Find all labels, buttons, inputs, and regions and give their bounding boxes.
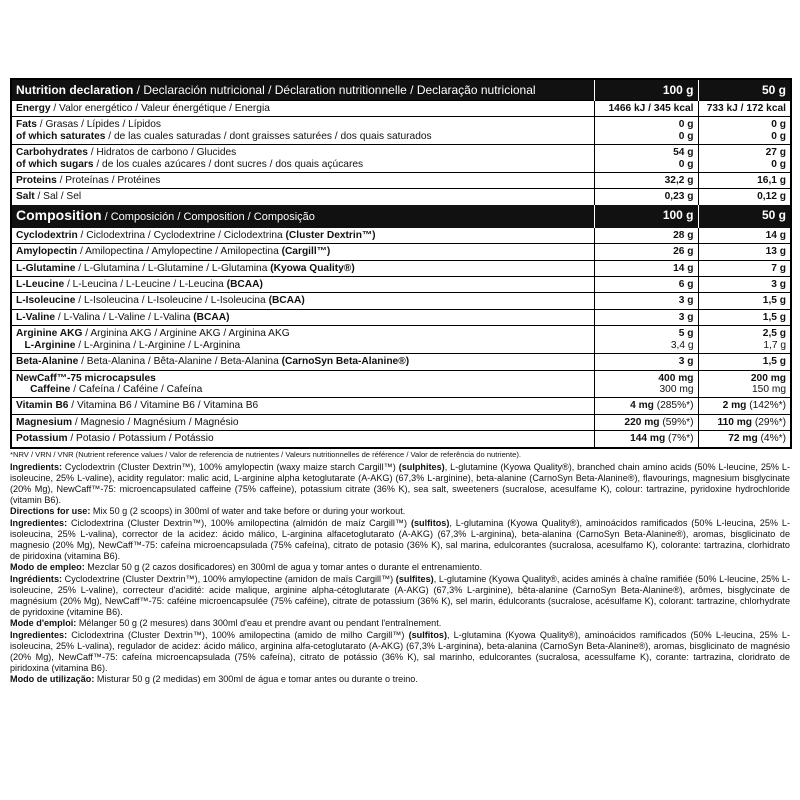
ingredients-pt-part1: Ciclodextrina (Cluster Dextrin™), 100% amilopectina (amido de milho Cargill™) — [67, 629, 409, 640]
nrv-reference-note: *NRV / VRN / VNR (Nutrient reference values / Valor de referencia de nutrientes / Valeurs nutritionnelles de référence / Valor de referência do nutriente). — [10, 449, 522, 459]
beta-brand: (CarnoSyn Beta-Alanine®) — [281, 356, 410, 368]
nutrition-label — [10, 78, 790, 686]
valine-translations: / L-Valina / L-Valine / L-Valina — [55, 311, 194, 323]
ingredients-en — [10, 462, 790, 507]
isoleucine-translations: / L-Isoleucina / L-Isoleucine / L-Isoleucina — [75, 295, 269, 307]
nutrition-title: Nutrition declaration — [16, 83, 134, 97]
magnesium-50g-nrv: (29%*) — [752, 416, 786, 428]
beta-translations: / Beta-Alanina / Bêta-Alanine / Beta-Alanina — [78, 356, 282, 368]
ingredients-pt-allergen: (sulfitos) — [408, 629, 447, 640]
composition-header-label — [11, 205, 594, 228]
ingredients-fr — [10, 574, 790, 619]
magnesium-translations: / Magnesio / Magnésium / Magnésio — [72, 416, 239, 428]
caffeine-50g: 150 mg — [752, 383, 786, 395]
row-vitamin-b6 — [11, 398, 791, 414]
ingredients-en-part1: Cyclodextrin (Cluster Dextrin™), 100% amylopectin (waxy maize starch Cargill™) — [62, 461, 399, 472]
b6-50g: 2 mg — [722, 400, 747, 412]
row-salt — [11, 189, 791, 205]
salt-translations: / Sal / Sel — [34, 191, 82, 203]
row-amylopectin — [11, 244, 791, 260]
ingredients-pt-label: Ingredientes: — [10, 629, 68, 640]
caffeine-name: Caffeine — [30, 383, 71, 395]
magnesium-100g-nrv: (59%*) — [659, 416, 694, 428]
directions-es-text: Mezclar 50 g (2 cazos dosificadores) en 300ml de agua y tomar antes o durante el entrenamiento. — [84, 562, 483, 573]
ingredients-es-allergen: (sulfitos) — [410, 517, 450, 528]
nutrition-col-50g: 50 g — [698, 79, 791, 101]
saturates-100g: 0 g — [678, 130, 694, 142]
glutamine-brand: (Kyowa Quality®) — [270, 262, 355, 274]
valine-brand: (BCAA) — [193, 311, 230, 323]
nutrition-table — [10, 78, 792, 449]
ingredients-section — [10, 462, 790, 686]
ingredients-es-part2: , L-glutamina (Kyowa Quality®), aminoácidos ramificados (50% L-leucina, 25% L-isoleucina, 25% L-valina), corrector de la acidez: ácido málico, L-arginina alfacetoglutarato (A-AKG) (67,3% L-arginina), beta-alanina (CarnoSyn Beta-Alanine®), aromas, bisglicinato de magnesio (20% Mg), NewCaff™-75: cafeína microencapsulada (75% cafeína), citrato de potasio (36% K), sal marina, edulcorantes (sucralosa, acesulfamo K), colorante: tartrazina, clorhidrato de piridoxina (vitamina B6). — [10, 517, 790, 562]
nutrition-col-100g: 100 g — [594, 79, 698, 101]
sugars-50g: 0 g — [771, 158, 786, 170]
isoleucine-100g: 3 g — [678, 295, 694, 307]
row-energy — [11, 101, 791, 117]
b6-100g: 4 mg — [630, 400, 654, 412]
akg-name: Arginine AKG — [16, 328, 83, 340]
composition-col-50g: 50 g — [698, 205, 791, 228]
valine-100g: 3 g — [678, 311, 694, 323]
energy-100g: 1466 kJ / 345 kcal — [608, 103, 694, 114]
nutrition-header-label — [11, 79, 594, 101]
ingredients-es-part1: Ciclodextrina (Cluster Dextrin™), 100% amilopectina (almidón de maíz Cargill™) — [67, 517, 411, 528]
arginine-name: L-Arginine — [24, 339, 76, 351]
directions-es — [10, 562, 790, 573]
newcaff-100g: 400 mg — [658, 372, 694, 384]
saturates-50g: 0 g — [771, 130, 786, 142]
row-proteins — [11, 173, 791, 189]
row-magnesium — [11, 414, 791, 430]
nutrition-header-row — [11, 79, 791, 101]
ingredients-fr-label: Ingrédients: — [10, 573, 63, 584]
carbs-100g: 54 g — [673, 147, 694, 159]
valine-50g: 1,5 g — [762, 311, 786, 323]
amylopectin-name: Amylopectin — [16, 246, 78, 258]
fats-name: Fats — [16, 119, 37, 131]
row-fats — [11, 117, 791, 145]
carbs-50g: 27 g — [765, 147, 786, 159]
directions-en — [10, 506, 790, 517]
arginine-100g: 3,4 g — [670, 339, 694, 351]
salt-50g: 0,12 g — [757, 191, 786, 203]
row-leucine — [11, 277, 791, 293]
row-beta-alanine — [11, 354, 791, 370]
amylopectin-brand: (Cargill™) — [281, 246, 331, 258]
directions-fr-label: Mode d'emploi: — [10, 618, 77, 629]
amylopectin-50g: 13 g — [765, 246, 786, 258]
ingredients-pt-part2: , L-glutamina (Kyowa Quality®), aminoácidos ramificados (50% L-leucina, 25% L-isoleucina, 25% L-valina), regulador de acidez: ácido málico, arginina alfa-cetoglutarato (A-AKG) (67,3% L-arginina), beta-alanina (CarnoSyn Beta-Alanine®), aromas, bisglicinato de magnésio (20% Mg), NewCaff™-75: cafeína microencapsulada (75% cafeína), citrato de potássio (36% K), sal marinho, edulcorantes (sucralosa, acessulfame K), corante: tartrazina, cloridrato de piridoxina (vitamina B6). — [10, 629, 790, 674]
proteins-100g: 32,2 g — [664, 175, 694, 187]
newcaff-name: NewCaff™-75 microcapsules — [16, 372, 156, 384]
leucine-name: L-Leucine — [16, 279, 65, 291]
ingredients-fr-allergen: (sulfites) — [395, 573, 434, 584]
beta-50g: 1,5 g — [762, 356, 786, 368]
cyclodextrin-translations: / Ciclodextrina / Cyclodextrine / Ciclodextrina — [77, 229, 286, 241]
leucine-translations: / L-Leucina / L-Leucine / L-Leucina — [64, 279, 227, 291]
ingredients-fr-part1: Cyclodextrine (Cluster Dextrin™), 100% amylopectine (amidon de maïs Cargill™) — [62, 573, 396, 584]
directions-en-label: Directions for use: — [10, 506, 91, 517]
energy-name: Energy — [16, 103, 51, 114]
proteins-name: Proteins — [16, 175, 57, 187]
ingredients-es-label: Ingredientes: — [10, 517, 68, 528]
potassium-50g-nrv: (4%*) — [757, 433, 786, 445]
row-glutamine — [11, 260, 791, 276]
fats-translations: / Grasas / Lípides / Lípidos — [36, 119, 161, 131]
leucine-50g: 3 g — [771, 279, 786, 291]
row-valine — [11, 309, 791, 325]
ingredients-fr-part2: , L-glutamine (Kyowa Quality®, acides aminés à chaîne ramifiée (50% L-leucine, 25% L-isoleucine, 25% L-valine), correcteur d'acidité: acide malique, arginine alpha-cétoglutarate (A-AKG) (67,3% L-arginine), bêta-alanine (CarnoSyn Beta-Alanine®), arômes, bisglycinate de magnésium (20% Mg), NewCaff™-75: caféine microencapsulée (75% caféine), citrate de potassium (36% K), sel marin, édulcorants (sucralose, acésulfame K), colorant: tartrazine, chlorhydrate de pyridoxine (vitamine B6). — [10, 573, 790, 618]
sugars-name: of which sugars — [16, 158, 94, 170]
glutamine-100g: 14 g — [673, 262, 694, 274]
energy-50g: 733 kJ / 172 kcal — [706, 103, 786, 114]
leucine-100g: 6 g — [678, 279, 694, 291]
proteins-50g: 16,1 g — [757, 175, 786, 187]
cyclodextrin-brand: (Cluster Dextrin™) — [285, 229, 376, 241]
glutamine-name: L-Glutamine — [16, 262, 76, 274]
composition-title: Composition — [16, 206, 102, 223]
magnesium-name: Magnesium — [16, 416, 73, 428]
leucine-brand: (BCAA) — [226, 279, 263, 291]
saturates-name: of which saturates — [16, 130, 106, 142]
cyclodextrin-name: Cyclodextrin — [16, 229, 78, 241]
beta-100g: 3 g — [678, 356, 694, 368]
glutamine-50g: 7 g — [771, 262, 786, 274]
ingredients-pt — [10, 630, 790, 675]
sugars-translations: / de los cuales azúcares / dont sucres / dos quais açúcares — [93, 158, 364, 170]
saturates-translations: / de las cuales saturadas / dont graisses saturées / dos quais saturados — [105, 130, 432, 142]
fats-50g: 0 g — [771, 119, 786, 131]
cyclodextrin-50g: 14 g — [765, 229, 786, 241]
b6-100g-nrv: (285%*) — [653, 400, 694, 412]
potassium-100g: 144 mg — [630, 433, 666, 445]
composition-col-100g: 100 g — [594, 205, 698, 228]
ingredients-en-label: Ingredients: — [10, 461, 63, 472]
caffeine-translations: / Cafeína / Caféine / Cafeína — [70, 383, 203, 395]
valine-name: L-Valine — [16, 311, 56, 323]
b6-translations: / Vitamina B6 / Vitamine B6 / Vitamina B6 — [68, 400, 259, 412]
row-arginine-akg — [11, 326, 791, 354]
directions-fr — [10, 618, 790, 629]
carbs-translations: / Hidratos de carbono / Glucides — [87, 147, 237, 159]
potassium-100g-nrv: (7%*) — [665, 433, 694, 445]
salt-100g: 0,23 g — [664, 191, 694, 203]
carbs-name: Carbohydrates — [16, 147, 88, 159]
ingredients-es — [10, 518, 790, 563]
directions-en-text: Mix 50 g (2 scoops) in 300ml of water and take before or during your workout. — [90, 506, 406, 517]
directions-pt-label: Modo de utilização: — [10, 674, 95, 685]
directions-es-label: Modo de empleo: — [10, 562, 85, 573]
sugars-100g: 0 g — [678, 158, 694, 170]
potassium-50g: 72 mg — [728, 433, 758, 445]
magnesium-100g: 220 mg — [624, 416, 660, 428]
b6-50g-nrv: (142%*) — [746, 400, 786, 412]
directions-pt-text: Misturar 50 g (2 medidas) em 300ml de água e tomar antes ou durante o treino. — [94, 674, 418, 685]
akg-100g: 5 g — [678, 328, 694, 340]
row-isoleucine — [11, 293, 791, 309]
ingredients-en-part2: , L-glutamine (Kyowa Quality®), branched chain amino acids (50% L-leucine, 25% L-isoleucine, 25% L-valine), acidity regulator: malic acid, L-arginine alpha ketoglutarate (A-AKG) (67,3% L-arginine), beta-alanine (CarnoSyn Beta-Alanine®), flavourings, magnesium bisglycinate (20% Mg), NewCaff™-75: microencapsulated caffeine (75% caffeine), potassium citrate (36% K), sea salt, sweeteners (sucralose, acesulfame K), colour: tartrazine, pyridoxine hydrochloride (vitamin B6). — [10, 461, 790, 506]
nutrition-subtitle: / Declaración nutricional / Déclaration nutritionnelle / Declaração nutricional — [133, 83, 536, 97]
composition-subtitle: / Composición / Composition / Composição — [101, 210, 315, 223]
akg-translations: / Arginina AKG / Arginine AKG / Arginina AKG — [82, 328, 290, 340]
energy-translations: / Valor energético / Valeur énergétique / Energia — [50, 103, 270, 114]
row-potassium — [11, 431, 791, 448]
amylopectin-100g: 26 g — [673, 246, 694, 258]
potassium-name: Potassium — [16, 433, 68, 445]
potassium-translations: / Potasio / Potassium / Potássio — [67, 433, 214, 445]
isoleucine-name: L-Isoleucine — [16, 295, 76, 307]
magnesium-50g: 110 mg — [717, 416, 753, 428]
newcaff-50g: 200 mg — [750, 372, 786, 384]
glutamine-translations: / L-Glutamina / L-Glutamine / L-Glutamina — [75, 262, 271, 274]
composition-header-row — [11, 205, 791, 228]
akg-50g: 2,5 g — [762, 328, 786, 340]
isoleucine-brand: (BCAA) — [268, 295, 305, 307]
ingredients-en-allergen: (sulphites) — [398, 461, 445, 472]
arginine-translations: / L-Arginina / L-Arginine / L-Arginina — [75, 339, 241, 351]
row-carbohydrates — [11, 145, 791, 173]
salt-name: Salt — [16, 191, 35, 203]
cyclodextrin-100g: 28 g — [673, 229, 694, 241]
fats-100g: 0 g — [678, 119, 694, 131]
directions-pt — [10, 674, 790, 685]
proteins-translations: / Proteínas / Protéines — [56, 175, 161, 187]
b6-name: Vitamin B6 — [16, 400, 69, 412]
isoleucine-50g: 1,5 g — [762, 295, 786, 307]
row-newcaff — [11, 370, 791, 398]
directions-fr-text: Mélanger 50 g (2 mesures) dans 300ml d'eau et prendre avant ou pendant l'entraînement. — [76, 618, 442, 629]
arginine-50g: 1,7 g — [763, 339, 786, 351]
beta-name: Beta-Alanine — [16, 356, 79, 368]
caffeine-100g: 300 mg — [659, 383, 694, 395]
amylopectin-translations: / Amilopectina / Amylopectine / Amilopectina — [77, 246, 282, 258]
row-cyclodextrin — [11, 228, 791, 244]
